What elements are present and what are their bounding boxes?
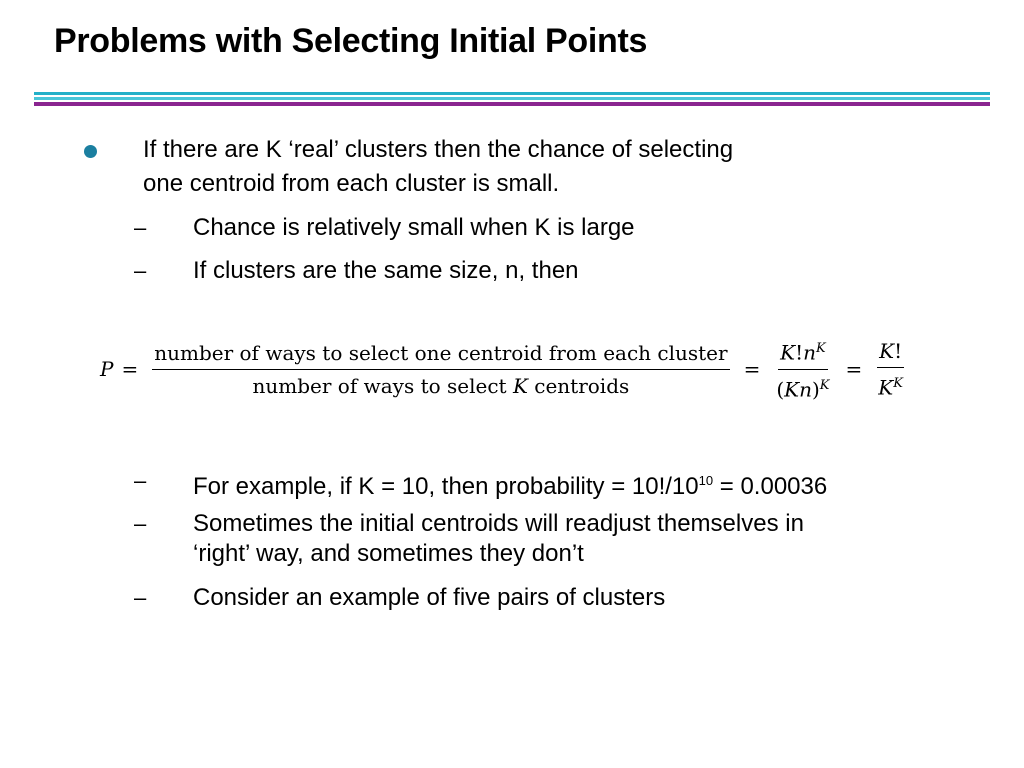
sub-bullet-4-line-2: ‘right’ way, and sometimes they don’t	[193, 540, 584, 567]
fraction-words-numerator: number of ways to select one centroid from each cluster	[152, 340, 729, 370]
fraction-symbolic	[774, 336, 831, 402]
sub-bullet-2: If clusters are the same size, n, then	[193, 257, 579, 284]
dash-marker: –	[134, 511, 147, 536]
dash-marker: –	[134, 215, 147, 240]
formula-equals: =	[743, 357, 761, 382]
title-rule-cyan	[34, 92, 990, 95]
dash-marker: –	[134, 585, 147, 610]
sub-bullet-3: For example, if K = 10, then probability = $10!/10^{10} = 0.00036$	[193, 473, 828, 500]
fraction-simplified	[876, 338, 905, 401]
probability-formula	[100, 336, 911, 402]
fraction-simplified-numerator: K!	[877, 338, 904, 368]
fraction-words-denominator: number of ways to select K centroids	[252, 373, 630, 398]
dash-marker: –	[134, 258, 147, 283]
title-rule-light-cyan	[34, 97, 990, 100]
formula-equals: =	[121, 357, 139, 382]
bullet-dot-icon	[84, 145, 97, 158]
fraction-symbolic-numerator: $K!n^K$	[778, 336, 828, 370]
title-rule-purple	[34, 102, 990, 106]
main-bullet-line-2: one centroid from each cluster is small.	[143, 170, 560, 197]
sub-bullet-1: Chance is relatively small when K is large	[193, 214, 635, 241]
formula-lhs: P	[100, 357, 114, 382]
slide-title: Problems with Selecting Initial Points	[54, 22, 648, 60]
fraction-words	[152, 340, 729, 399]
dash-marker: –	[134, 468, 147, 493]
sub-bullet-5: Consider an example of five pairs of clusters	[193, 584, 666, 611]
fraction-symbolic-denominator: $(Kn)^K$	[776, 377, 830, 402]
fraction-simplified-denominator: $K^K$	[878, 375, 903, 400]
formula-equals: =	[845, 357, 863, 382]
main-bullet-line-1: If there are K ‘real’ clusters then the chance of selecting	[143, 136, 734, 163]
sub-bullet-4-line-1: Sometimes the initial centroids will readjust themselves in	[193, 510, 804, 537]
